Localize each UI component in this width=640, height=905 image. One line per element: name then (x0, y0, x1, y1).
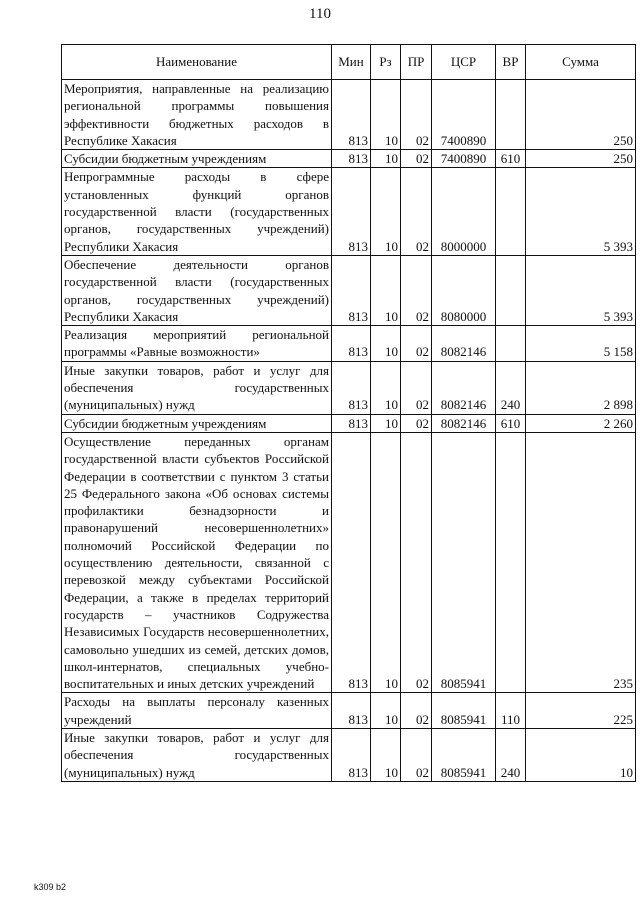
row-pr: 02 (401, 168, 432, 255)
row-min: 813 (332, 361, 371, 414)
table-row (62, 168, 636, 255)
row-vr: 110 (496, 693, 526, 729)
header-rz: Рз (371, 45, 401, 80)
row-csr: 8082146 (432, 414, 496, 432)
row-rz: 10 (371, 728, 401, 781)
row-vr: 240 (496, 728, 526, 781)
row-sum: 2 260 (526, 414, 636, 432)
row-name: Реализация мероприятий региональной программы «Равные возможности» (62, 326, 332, 362)
row-name: Расходы на выплаты персоналу казенных учреждений (62, 693, 332, 729)
row-vr (496, 432, 526, 692)
table-row (62, 255, 636, 325)
table-row (62, 150, 636, 168)
row-min: 813 (332, 728, 371, 781)
row-pr: 02 (401, 361, 432, 414)
row-vr (496, 255, 526, 325)
row-csr: 8000000 (432, 168, 496, 255)
row-csr: 8085941 (432, 693, 496, 729)
row-min: 813 (332, 168, 371, 255)
row-vr (496, 326, 526, 362)
row-sum: 5 158 (526, 326, 636, 362)
row-sum: 235 (526, 432, 636, 692)
row-name: Субсидии бюджетным учреждениям (62, 414, 332, 432)
row-vr (496, 80, 526, 150)
row-rz: 10 (371, 361, 401, 414)
row-csr: 7400890 (432, 150, 496, 168)
row-rz: 10 (371, 150, 401, 168)
header-sum: Сумма (526, 45, 636, 80)
row-min: 813 (332, 255, 371, 325)
row-name: Обеспечение деятельности органов государственной власти (государственных органов, государственных учреждений) Республики Хакасия (62, 255, 332, 325)
row-vr: 240 (496, 361, 526, 414)
table-header-row (62, 45, 636, 80)
row-rz: 10 (371, 414, 401, 432)
row-vr (496, 168, 526, 255)
row-sum: 250 (526, 80, 636, 150)
row-csr: 8082146 (432, 326, 496, 362)
row-rz: 10 (371, 168, 401, 255)
row-pr: 02 (401, 80, 432, 150)
row-name: Непрограммные расходы в сфере установленных функций органов государственной власти (государственных органов, государственных учреждений) Республики Хакасия (62, 168, 332, 255)
budget-table (61, 44, 636, 782)
table-row (62, 432, 636, 692)
row-sum: 5 393 (526, 168, 636, 255)
row-min: 813 (332, 432, 371, 692)
row-rz: 10 (371, 255, 401, 325)
row-name: Субсидии бюджетным учреждениям (62, 150, 332, 168)
header-min: Мин (332, 45, 371, 80)
row-pr: 02 (401, 432, 432, 692)
row-name: Мероприятия, направленные на реализацию региональной программы повышения эффективности бюджетных расходов в Республике Хакасия (62, 80, 332, 150)
row-vr: 610 (496, 414, 526, 432)
header-name: Наименование (62, 45, 332, 80)
row-pr: 02 (401, 326, 432, 362)
row-sum: 250 (526, 150, 636, 168)
row-csr: 8085941 (432, 432, 496, 692)
row-rz: 10 (371, 693, 401, 729)
row-min: 813 (332, 326, 371, 362)
table-row (62, 326, 636, 362)
row-pr: 02 (401, 693, 432, 729)
row-csr: 8085941 (432, 728, 496, 781)
row-rz: 10 (371, 326, 401, 362)
row-name: Осуществление переданных органам государственной власти субъектов Российской Федерации в соответствии с пунктом 3 статьи 25 Федерального закона «Об основах системы профилактики безнадзорности и правонарушений несовершеннолетних» полномочий Российской Федерации по осуществлению деятельности, связанной с перевозкой между субъектами Российской Федерации, а также в пределах территорий государств – участников Содружества Независимых Государств несовершеннолетних, самовольно ушедших из семей, детских домов, школ-интернатов, специальных учебно-воспитательных и иных детских учреждений (62, 432, 332, 692)
row-pr: 02 (401, 255, 432, 325)
table-row (62, 361, 636, 414)
page-number: 110 (309, 6, 331, 22)
row-min: 813 (332, 150, 371, 168)
row-rz: 10 (371, 432, 401, 692)
table-row (62, 414, 636, 432)
table-row (62, 693, 636, 729)
row-vr: 610 (496, 150, 526, 168)
header-vr: ВР (496, 45, 526, 80)
row-sum: 10 (526, 728, 636, 781)
row-name: Иные закупки товаров, работ и услуг для обеспечения государственных (муниципальных) нужд (62, 361, 332, 414)
row-pr: 02 (401, 150, 432, 168)
table-row (62, 80, 636, 150)
row-csr: 7400890 (432, 80, 496, 150)
row-csr: 8080000 (432, 255, 496, 325)
footer-code: k309 b2 (34, 882, 67, 892)
row-pr: 02 (401, 414, 432, 432)
row-rz: 10 (371, 80, 401, 150)
header-csr: ЦСР (432, 45, 496, 80)
table-row (62, 728, 636, 781)
row-sum: 2 898 (526, 361, 636, 414)
row-sum: 5 393 (526, 255, 636, 325)
row-pr: 02 (401, 728, 432, 781)
row-min: 813 (332, 414, 371, 432)
row-sum: 225 (526, 693, 636, 729)
row-csr: 8082146 (432, 361, 496, 414)
header-pr: ПР (401, 45, 432, 80)
row-name: Иные закупки товаров, работ и услуг для обеспечения государственных (муниципальных) нужд (62, 728, 332, 781)
row-min: 813 (332, 80, 371, 150)
row-min: 813 (332, 693, 371, 729)
